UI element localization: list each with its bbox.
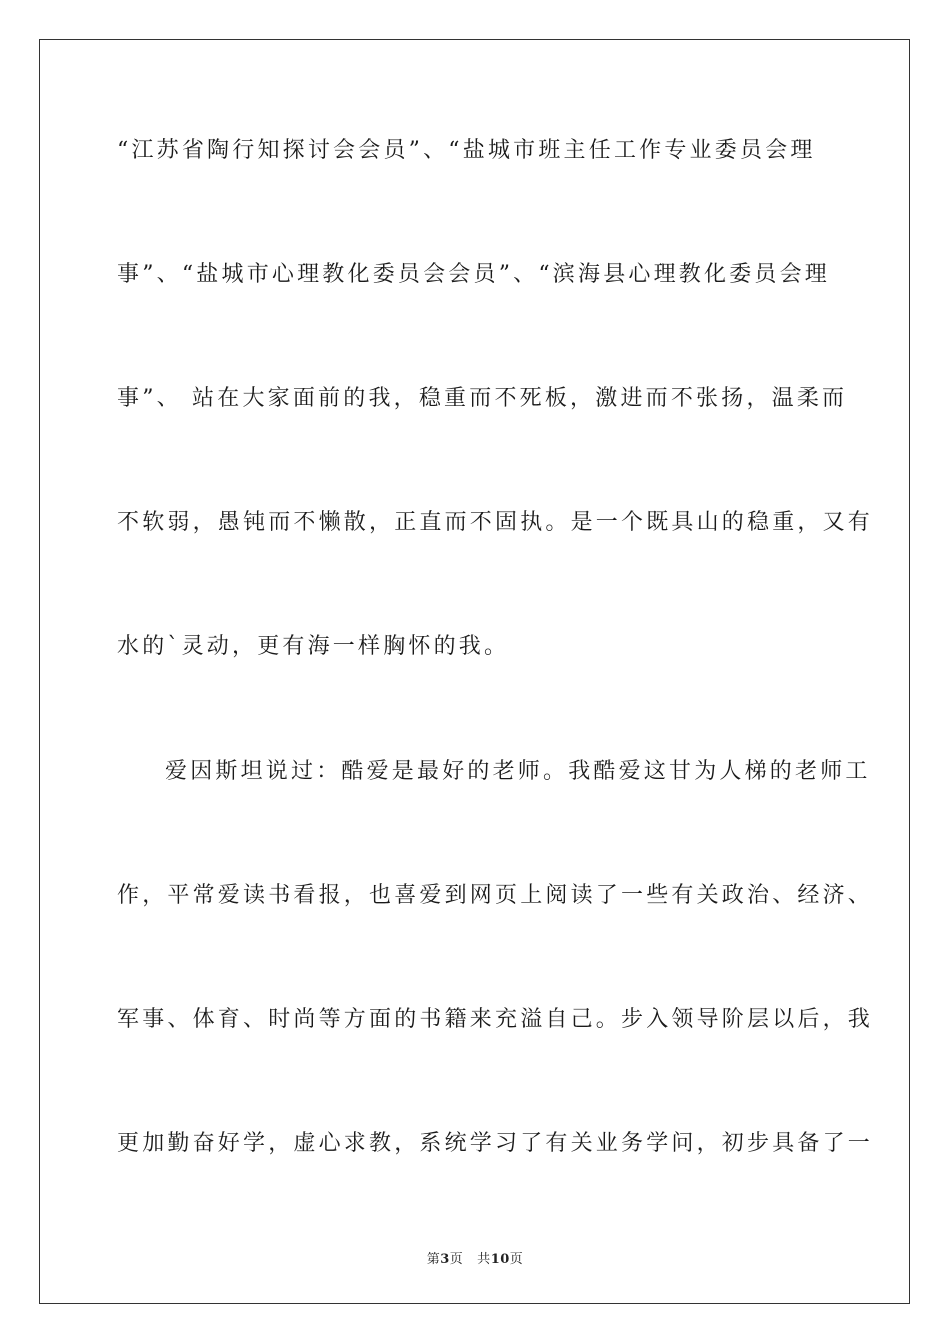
text-line-9: 更加勤奋好学，虚心求教，系统学习了有关业务学问，初步具备了一: [117, 1131, 874, 1156]
footer-page-suffix: 页: [449, 1252, 464, 1267]
text-line-4: 不软弱，愚钝而不懒散，正直而不固执。是一个既具山的稳重，又有: [117, 510, 874, 535]
footer-page-prefix: 第: [426, 1252, 441, 1267]
footer-total-prefix: 共: [477, 1252, 491, 1267]
page-footer: [0, 1248, 950, 1267]
footer-page-number: 3: [440, 1252, 450, 1267]
footer-total-suffix: 页: [509, 1252, 524, 1267]
text-line-5: 水的`灵动，更有海一样胸怀的我。: [117, 634, 510, 659]
text-line-1: “江苏省陶行知探讨会会员”、“盐城市班主任工作专业委员会理: [117, 138, 816, 163]
footer-total-pages: 10: [490, 1252, 510, 1267]
text-line-8: 军事、体育、时尚等方面的书籍来充溢自己。步入领导阶层以后，我: [117, 1007, 874, 1032]
text-line-3: 事”、 站在大家面前的我，稳重而不死板，激进而不张扬，温柔而: [117, 386, 848, 411]
text-line-6: 爱因斯坦说过：酷爱是最好的老师。我酷爱这甘为人梯的老师工: [165, 759, 871, 784]
page-border: [39, 39, 910, 1304]
text-line-2: 事”、“盐城市心理教化委员会会员”、“滨海县心理教化委员会理: [117, 262, 830, 287]
text-line-7: 作，平常爱读书看报，也喜爱到网页上阅读了一些有关政治、经济、: [117, 883, 874, 908]
